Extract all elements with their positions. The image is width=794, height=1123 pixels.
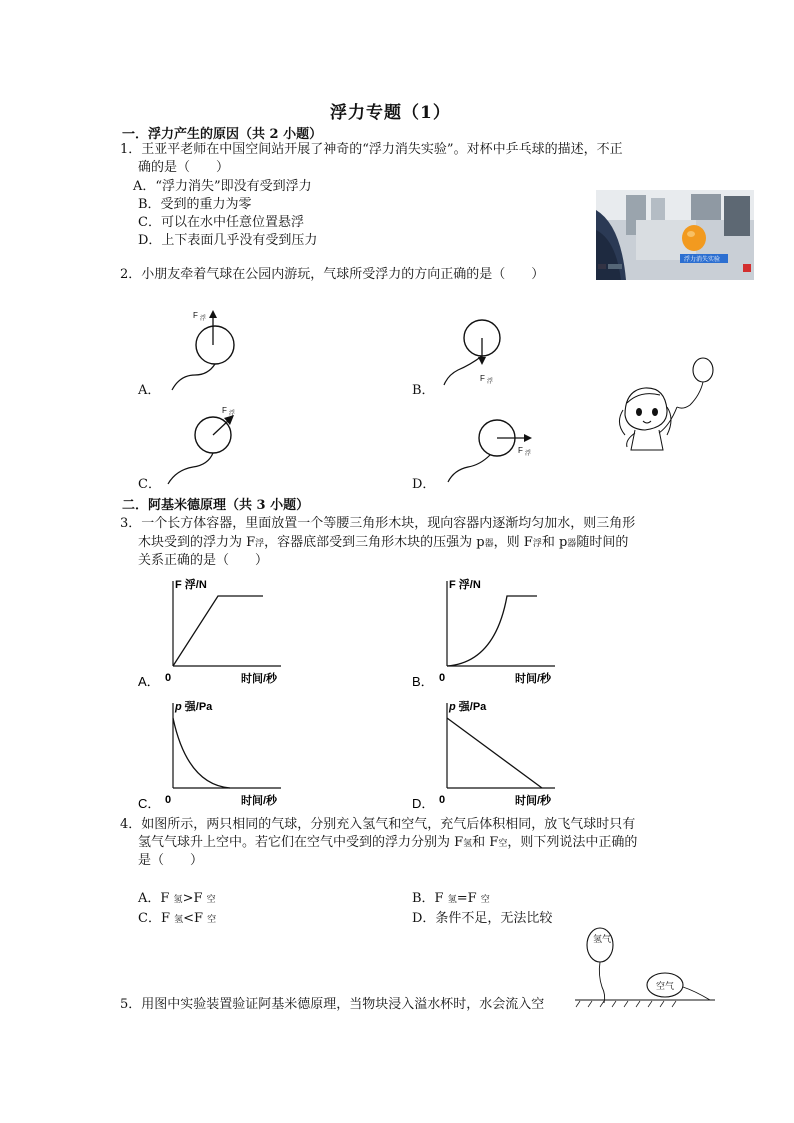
girl-with-balloon-illustration bbox=[615, 355, 725, 455]
space-station-photo bbox=[596, 190, 754, 280]
y-axis-label: F 浮/N bbox=[175, 579, 207, 591]
option-label: C． bbox=[138, 796, 161, 811]
x-axis-label: 时间/秒 bbox=[515, 795, 552, 807]
q4-option-d: D．条件不足，无法比较 bbox=[412, 911, 553, 926]
data-line bbox=[447, 718, 542, 788]
q2-balloon-diagram-d bbox=[440, 410, 545, 485]
q1-option-d: D．上下表面几乎没有受到压力 bbox=[138, 233, 318, 248]
q3-chart-a bbox=[138, 568, 288, 693]
q2-balloon-diagram-c bbox=[158, 400, 258, 490]
svg-text:浮: 浮 bbox=[525, 451, 532, 457]
origin-label: 0 bbox=[439, 794, 446, 806]
q2-option-d-label: D． bbox=[412, 477, 436, 492]
origin-label: 0 bbox=[439, 672, 446, 684]
svg-text:F: F bbox=[193, 311, 198, 320]
q3-stem-line3: 关系正确的是（ ） bbox=[138, 553, 269, 568]
data-line bbox=[173, 596, 263, 666]
section-heading-2: 二．阿基米德原理（共 3 小题） bbox=[122, 498, 310, 513]
q4-stem-line1: 4．如图所示，两只相同的气球，分别充入氢气和空气，充气后体积相同，放飞气球时只有 bbox=[120, 817, 636, 832]
option-label: B． bbox=[412, 674, 434, 689]
q4-stem-line3: 是（ ） bbox=[138, 853, 204, 868]
q2-option-b-label: B． bbox=[412, 383, 435, 398]
q3-chart-b bbox=[412, 568, 562, 693]
y-axis-label: F 浮/N bbox=[449, 579, 481, 591]
section-heading-1: 一．浮力产生的原因（共 2 小题） bbox=[122, 127, 323, 142]
photo-caption: 浮力消失实验 bbox=[684, 257, 721, 263]
q1-stem-line1: 1．王亚平老师在中国空间站开展了神奇的“浮力消失实验”。对杯中乒乓球的描述，不正 bbox=[120, 142, 623, 157]
svg-text:F: F bbox=[480, 374, 485, 383]
svg-text:浮: 浮 bbox=[229, 411, 236, 417]
svg-text:F: F bbox=[222, 406, 227, 415]
q1-option-c: C．可以在水中任意位置悬浮 bbox=[138, 215, 304, 230]
x-axis-label: 时间/秒 bbox=[515, 673, 552, 685]
option-label: A． bbox=[138, 674, 160, 689]
svg-text:F: F bbox=[518, 446, 523, 455]
x-axis-label: 时间/秒 bbox=[241, 673, 278, 685]
q2-option-c-label: C． bbox=[138, 477, 161, 492]
q3-chart-c bbox=[138, 690, 288, 815]
origin-label: 0 bbox=[165, 794, 172, 806]
y-axis-label: p 强/Pa bbox=[175, 701, 213, 713]
option-label: D． bbox=[412, 796, 435, 811]
q2-balloon-diagram-b bbox=[440, 315, 520, 395]
q4-option-b: B．F 氢=F 空 bbox=[412, 891, 490, 906]
x-axis-label: 时间/秒 bbox=[241, 795, 278, 807]
hydrogen-balloon-label: 氢气 bbox=[593, 934, 612, 944]
air-balloon-label: 空气 bbox=[656, 981, 675, 991]
q3-chart-d bbox=[412, 690, 562, 815]
q1-option-b: B．受到的重力为零 bbox=[138, 197, 252, 212]
q4-option-a: A．F 氢>F 空 bbox=[138, 891, 216, 906]
q2-stem: 2．小朋友牵着气球在公园内游玩，气球所受浮力的方向正确的是（ ） bbox=[120, 267, 545, 282]
svg-text:浮: 浮 bbox=[487, 379, 494, 385]
q4-stem-line2: 氢气气球升上空中。若它们在空气中受到的浮力分别为 F氢和 F空，则下列说法中正确的 bbox=[138, 835, 638, 850]
q3-stem-line1: 3．一个长方体容器，里面放置一个等腰三角形木块，现向容器内逐渐均匀加水，则三角形 bbox=[120, 516, 636, 531]
origin-label: 0 bbox=[165, 672, 172, 684]
q2-option-a-label: A． bbox=[138, 383, 161, 398]
q4-balloons-figure bbox=[570, 925, 720, 1015]
data-line bbox=[447, 596, 537, 666]
q1-stem-line2: 确的是（ ） bbox=[138, 160, 230, 175]
y-axis-label: p 强/Pa bbox=[449, 701, 487, 713]
q3-stem-line2: 木块受到的浮力为 F浮，容器底部受到三角形木块的压强为 p器，则 F浮和 p器随时间的 bbox=[138, 535, 629, 550]
svg-text:浮: 浮 bbox=[200, 316, 207, 322]
data-line bbox=[173, 718, 230, 788]
page-title: 浮力专题（1） bbox=[330, 103, 451, 123]
q5-stem: 5．用图中实验装置验证阿基米德原理，当物块浸入溢水杯时，水会流入空 bbox=[120, 997, 545, 1012]
q4-option-c: C．F 氢<F 空 bbox=[138, 911, 217, 926]
q2-balloon-diagram-a bbox=[160, 305, 260, 400]
q1-option-a: A．“浮力消失”即没有受到浮力 bbox=[133, 179, 312, 194]
